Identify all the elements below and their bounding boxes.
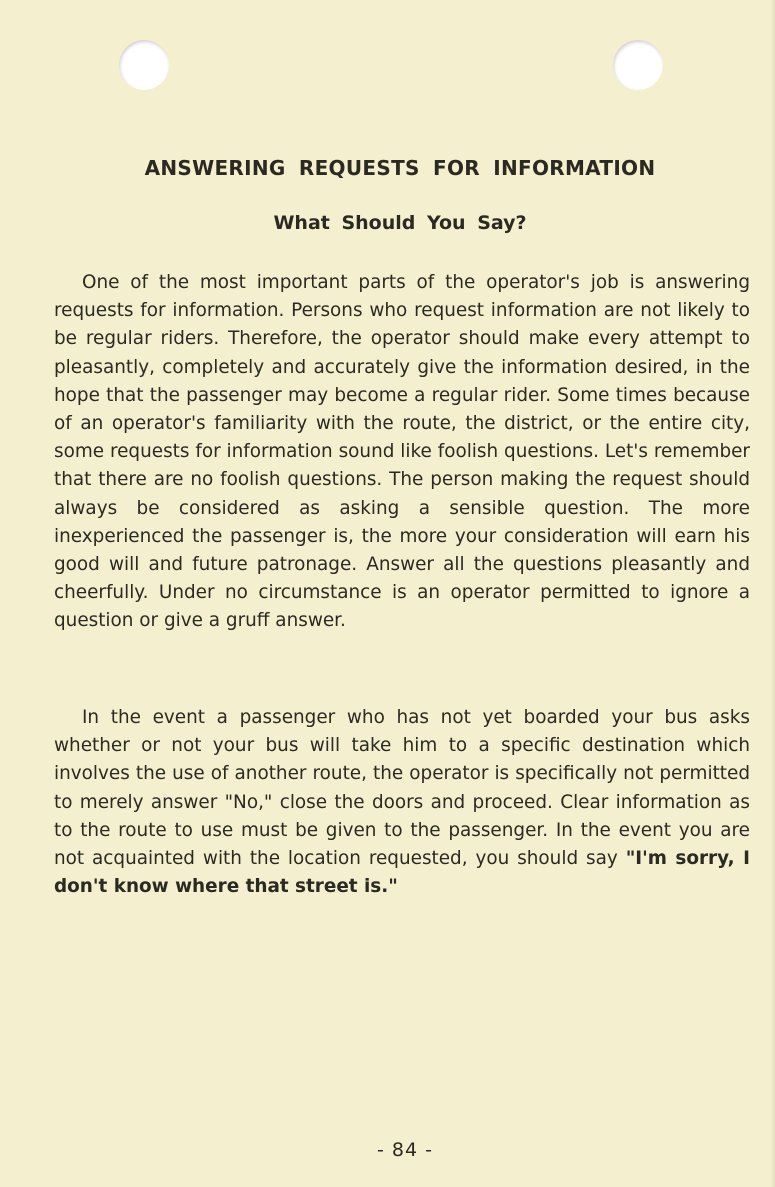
paragraph-1-text: One of the most important parts of the operator's job is answering requests for information. Persons who request information are not likely to be regular riders. Therefore, the operator should make every attempt to pleasantly, completely and accurately give the information desired, in the hope that the passenger may become a regular rider. Some times because of an operator's familiarity with the route, the district, or the entire city, some requests for information sound like foolish questions. Let's remember that there are no foolish questions. The person making the request should always be considered as asking a sensible question. The more inexperienced the passenger is, the more your consideration will earn his good will and future patronage. Answer all the questions pleasantly and cheerfully. Under no circumstance is an operator permitted to ignore a question or give a gruff answer. xyxy=(54,272,750,632)
page-number: - 84 - xyxy=(377,1139,433,1161)
bold-quote: "I'm sorry, I don't know where that street is." xyxy=(54,848,750,898)
section-subheading: What Should You Say? xyxy=(273,212,527,234)
body-paragraph-1 xyxy=(54,269,750,636)
page-edge-shadow xyxy=(771,0,775,1187)
punch-hole-left xyxy=(119,40,169,90)
punch-hole-right xyxy=(613,40,663,90)
paragraph-2-text: In the event a passenger who has not yet boarded your bus asks whether or not your bus will take him to a specific destination which involves the use of another route, the operator is specifically not permitted to merely answer "No," close the doors and proceed. Clear information as to the route to use must be given to the passenger. In the event you are not acquainted with the location requested, you should say xyxy=(54,707,750,870)
section-heading: ANSWERING REQUESTS FOR INFORMATION xyxy=(144,156,656,180)
body-paragraph-2 xyxy=(54,704,750,901)
